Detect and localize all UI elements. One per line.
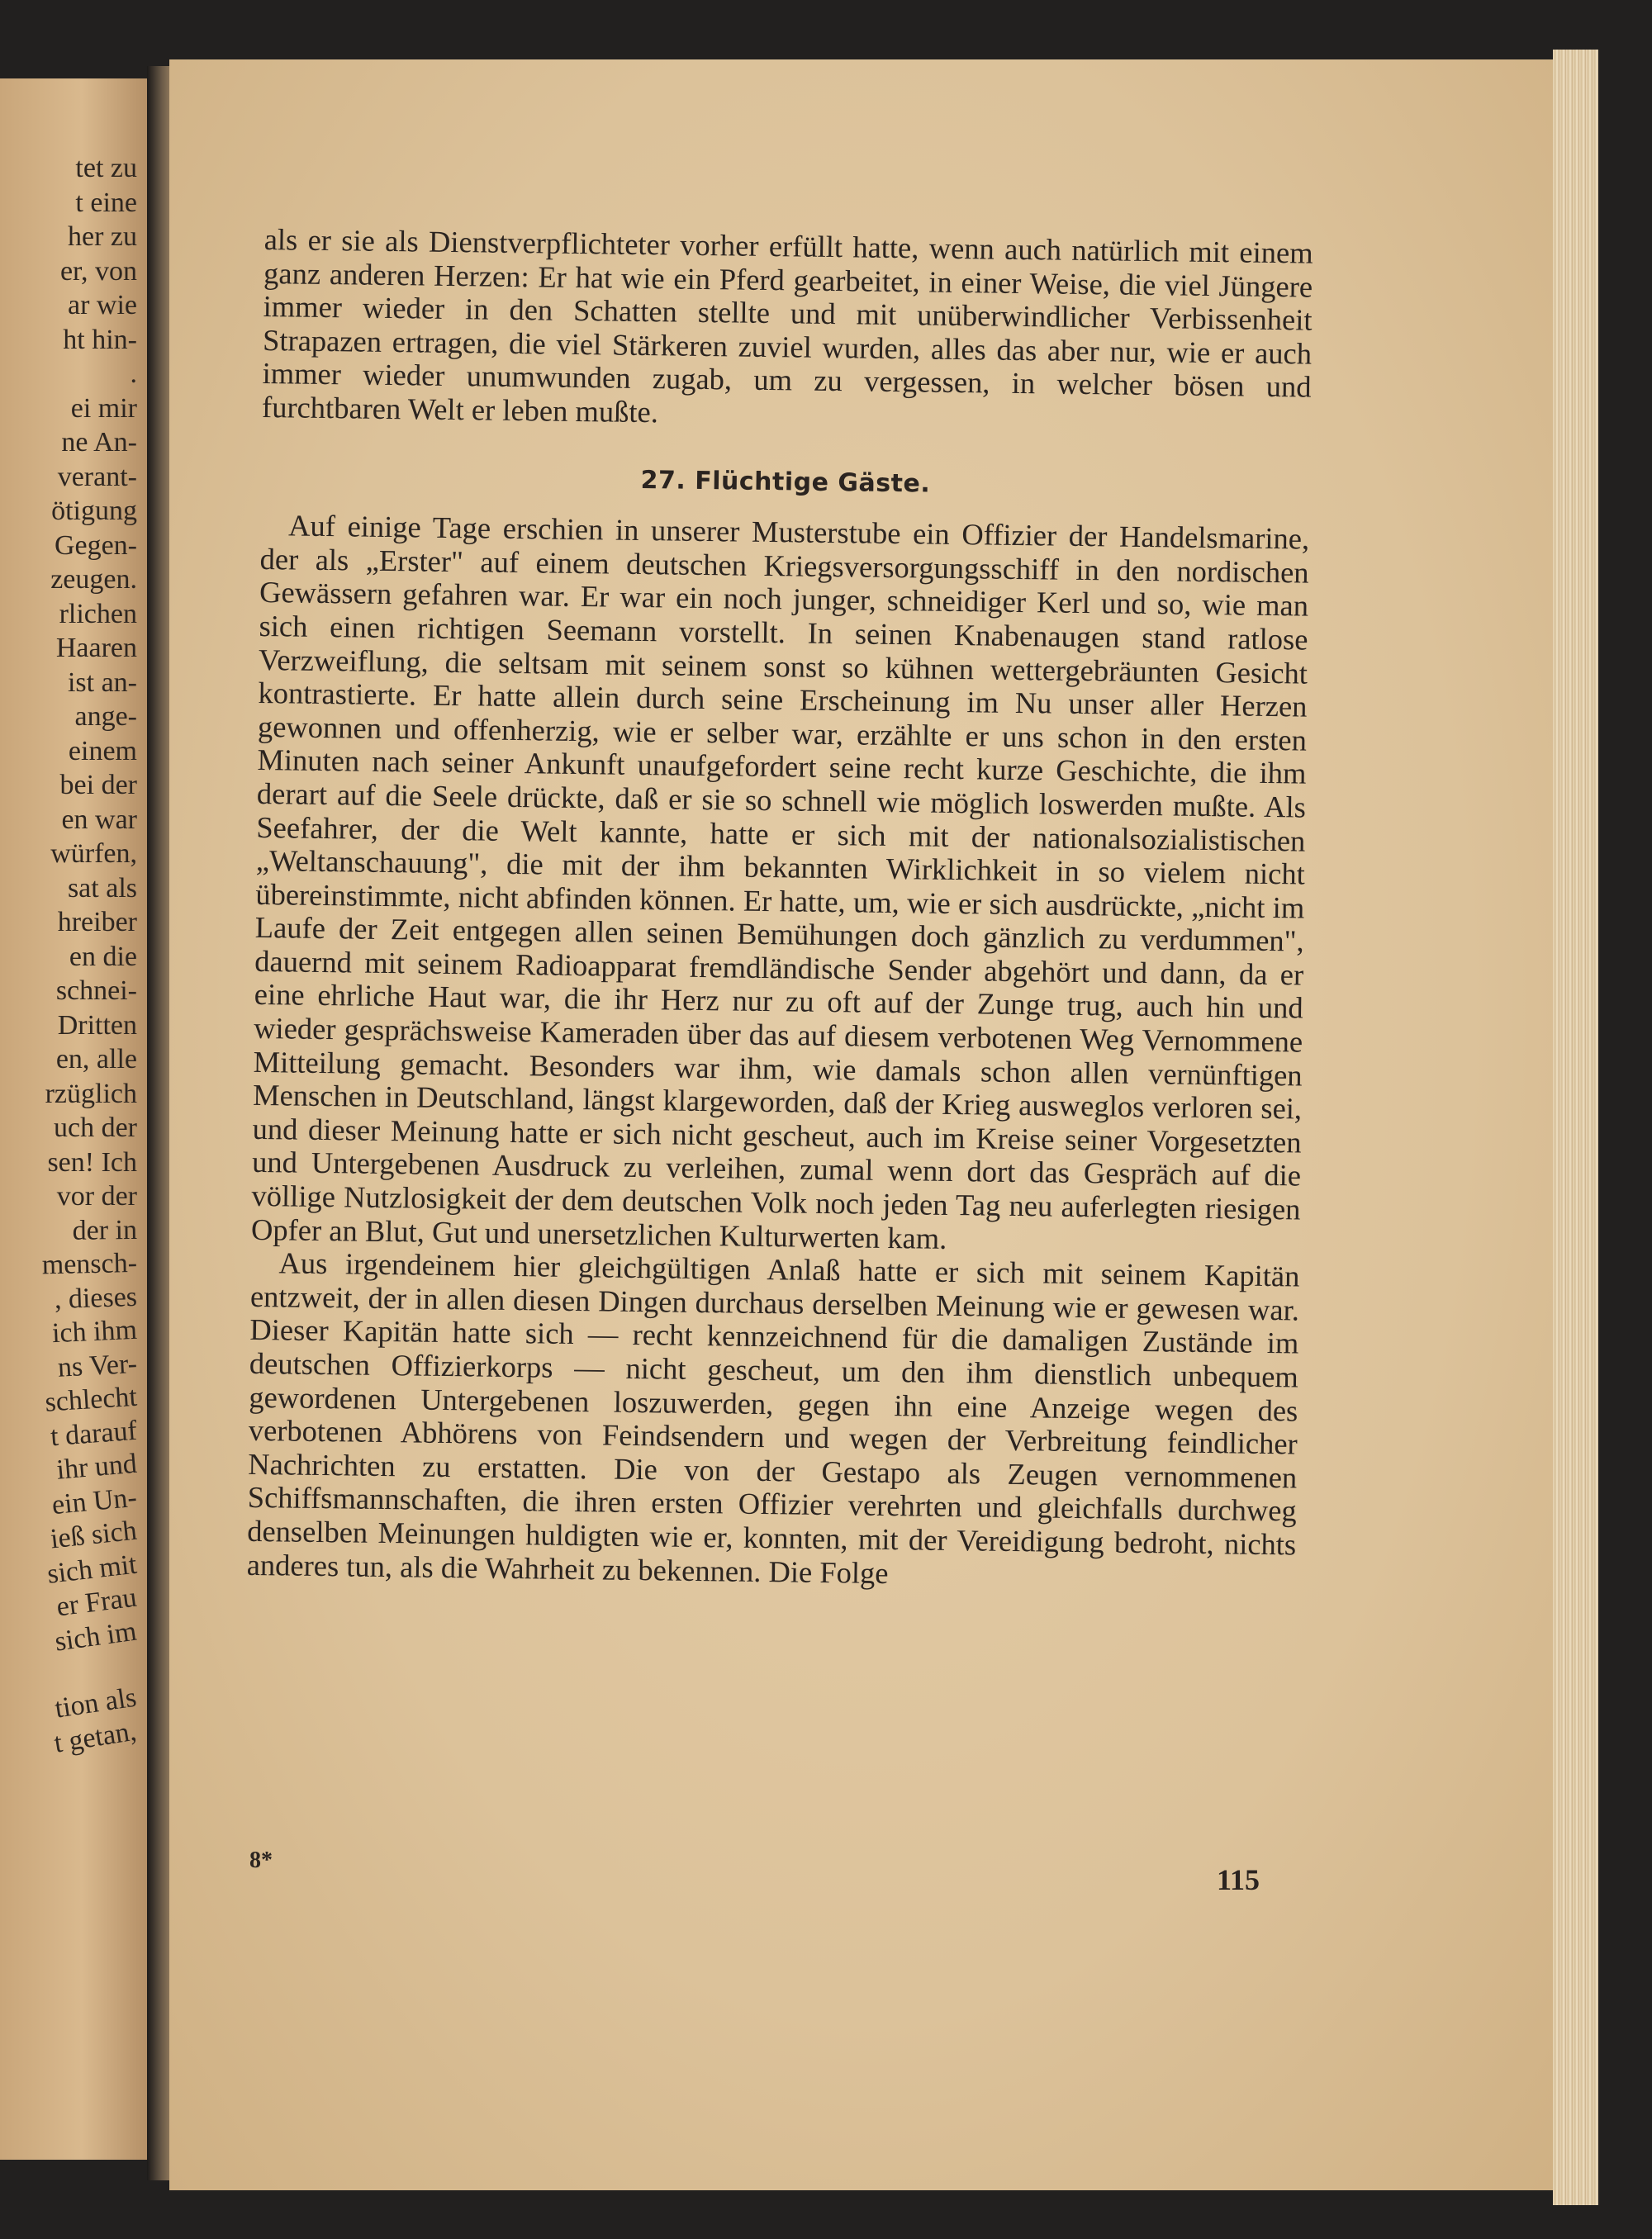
left-page-line-fragment: en, alle (55, 1044, 137, 1074)
left-page-line-fragment: ist an- (67, 666, 137, 698)
left-page-line-fragment: Gegen- (54, 529, 137, 561)
left-page-line-fragment: vor der (56, 1181, 137, 1212)
left-page-line-fragment: würfen, (50, 838, 137, 869)
left-page-line-fragment: uch der (53, 1112, 137, 1143)
left-page-line-fragment: Haaren (55, 633, 137, 663)
left-page-line-fragment: rzüglich (45, 1078, 137, 1109)
left-page-line-fragment: schnei- (55, 975, 137, 1006)
left-page-line-fragment: , dieses (54, 1281, 138, 1315)
left-page-line-fragment: ne An- (61, 427, 137, 458)
left-page-line-fragment: en die (69, 941, 137, 972)
left-page-line-fragment: t darauf (49, 1415, 139, 1452)
page-text (246, 223, 1313, 1596)
left-page-line-fragment: ieß sich (49, 1515, 139, 1555)
left-page-line-fragment: er Frau (55, 1582, 139, 1623)
signature-mark: 8* (249, 1848, 273, 1873)
left-page-line-fragment: zeugen. (50, 564, 137, 595)
left-page-line-fragment: ihr und (55, 1448, 139, 1486)
left-page-line-fragment: ht hin- (63, 324, 137, 355)
left-page-line-fragment: der in (72, 1214, 138, 1246)
left-page-line-fragment: sat als (67, 872, 137, 904)
left-page-line-fragment: tion als (53, 1682, 139, 1724)
left-page-line-fragment: . (130, 358, 137, 389)
left-facing-page (0, 78, 149, 2160)
page-number: 115 (1217, 1863, 1260, 1896)
body-paragraph: Aus irgendeinem hier gleichgültigen Anlaß hatte er sich mit seinem Kapitän entzweit, der in allen diesen Dingen durchaus derselben Meinung wie er gewesen war. Dieser Kapitän hatte sich — recht kennzeichnend für die damaligen Zustände im deutschen Offizierkorps — nicht gescheut, um den ihm dienstlich unbequem gewordenen Untergebenen loszuwerden, gegen ihn eine Anzeige wegen des verbotenen Abhörens von Feindsendern und wegen der Verbreitung feindlicher Nachrichten zu erstatten. Die von der Gestapo als Zeugen vernommenen Schiffsmannschaften, die ihren ersten Offizier verehrten und gleichfalls durchweg denselben Meinungen huldigten wie er, konnten, mit der Vereidigung bedroht, nichts anderes tun, als die Wahrheit zu bekennen. Die Folge (246, 1245, 1300, 1590)
left-page-line-fragment: einem (68, 735, 137, 766)
left-page-line-fragment: ar wie (67, 290, 137, 320)
left-page-line-fragment: rlichen (59, 598, 137, 629)
left-page-line-fragment: t getan, (51, 1715, 139, 1759)
left-page-line-fragment: ein Un- (50, 1482, 139, 1520)
left-page-line-fragment: her zu (67, 221, 137, 252)
left-page-line-fragment: sich im (53, 1615, 139, 1658)
left-page-line-fragment: sen! Ich (47, 1146, 137, 1178)
left-page-line-fragment: verant- (57, 461, 137, 492)
left-page-line-fragment: sich mit (45, 1549, 139, 1590)
section-heading: 27. Flüchtige Gäste. (640, 465, 931, 499)
left-page-line-fragment: schlecht (44, 1381, 138, 1418)
left-page-line-fragment: ei mir (70, 392, 137, 424)
body-paragraph: Auf einige Tage erschien in unserer Musterstube ein Offizier der Handelsmarine, der als „Erster" auf einem deutschen Kriegsversorgungsschiff in den nordischen Gewässern gefahren war. Er war ein noch junger, schneidiger Kerl und so, wie man sich einen richtigen Seemann vorstellt. In seinen Knabenaugen stand ratlose Verzweiflung, die seltsam mit seinem sonst so kühnen wettergebräunten Gesicht kontrastierte. Er hatte allein durch seine Erscheinung im Nu unser aller Herzen gewonnen und offenherzig, wie er selber war, erzählte er uns schon in den ersten Minuten nach seiner Ankunft unaufgefordert seine recht kurze Geschichte, die ihm derart auf die Seele drückte, daß er sie so schnell wie möglich loswerden mußte. Als Seefahrer, der die Welt kannte, hatte er sich mit der nationalsozialistischen „Weltanschauung", die mit der ihm bekannten Wirklichkeit in so vielem nicht übereinstimmte, nicht abfinden können. Er hatte, um, wie er sich ausdrückte, „nicht im Laufe der Zeit entgegen allen seinen Bemühungen doch gänzlich zu verdummen", dauernd mit seinem Radioapparat fremdländische Sender abgehört und dann, da er eine ehrliche Haut war, die ihr Herz nur zu oft auf der Zunge trug, auch hin und wieder gesprächsweise Kameraden über das auf diesem verbotenen Weg Vernommene Mitteilung gemacht. Besonders war ihm, wie damals schon allen vernünftigen Menschen in Deutschland, längst klargeworden, daß der Krieg ausweglos verloren sei, und dieser Meinung hatte er sich nicht gescheut, auch im Kreise seiner Vorgesetzten und Untergebenen Ausdruck zu verleihen, zumal wenn dort das Gespräch auf die völlige Nutzlosigkeit der dem deutschen Volk noch jeden Tag neu auferlegten riesigen Opfer an Blut, Gut und unersetzlichen Kulturwerten kam. (250, 508, 1310, 1255)
left-page-line-fragment: mensch- (41, 1247, 138, 1281)
left-page-line-fragment: ich ihm (51, 1314, 138, 1350)
left-page-line-fragment: ns Ver- (57, 1348, 138, 1383)
left-page-line-fragment: ötigung (51, 496, 137, 526)
left-page-line-fragment: Dritten (57, 1009, 137, 1041)
left-page-line-fragment: bei der (59, 770, 137, 800)
left-page-line-fragment: er, von (59, 255, 137, 287)
page-edges (1553, 50, 1598, 2205)
left-page-line-fragment: ange- (74, 701, 137, 732)
left-page-line-fragment: t eine (75, 187, 137, 218)
left-page-line-fragment: tet zu (75, 153, 137, 183)
left-page-line-fragment: hreiber (57, 907, 137, 937)
continuation-paragraph: als er sie als Dienstverpflichteter vorher erfüllt hatte, wenn auch natürlich mit einem ganz anderen Herzen: Er hat wie ein Pferd gearbeitet, in einer Weise, die viel Jüngere immer wieder in den Schatten stellte und mit unüberwindlicher Verbissenheit Strapazen ertragen, die viel Stärkeren zuviel wurden, alles das aber nur, wie er auch immer wieder unumwunden zugab, um zu vergessen, in welcher bösen und furchtbaren Welt er leben mußte. (261, 222, 1313, 429)
left-page-line-fragment: en war (61, 804, 137, 835)
